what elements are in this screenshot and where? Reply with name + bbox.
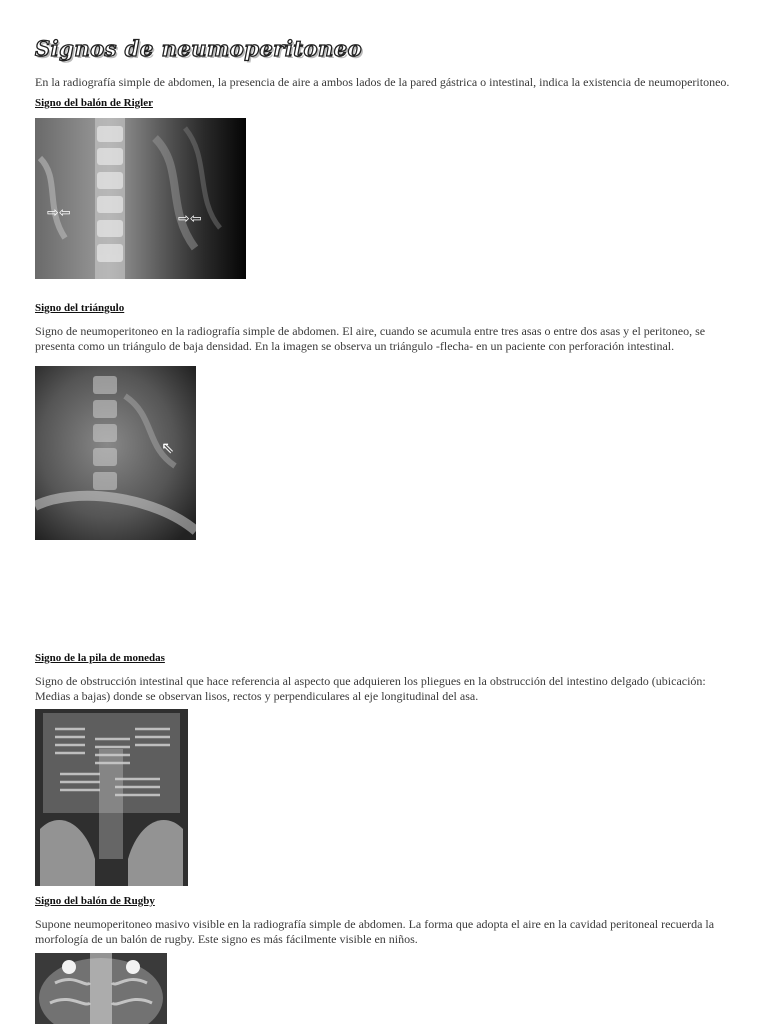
xray-triangle-image [35, 366, 196, 540]
page-title: Signos de neumoperitoneo [35, 36, 363, 61]
triangle-paragraph: Signo de neumoperitoneo en la radiografía simple de abdomen. El aire, cuando se acumula entre tres asas o entre dos asas y el peritoneo, se presenta como un triángulo de baja densidad. En la imagen se observa un triángulo -flecha- en un paciente con perforación intestinal. [35, 324, 706, 353]
coins-paragraph: Signo de obstrucción intestinal que hace referencia al aspecto que adquieren los pliegues en la obstrucción del intestino delgado (ubicación: Medias a bajas) donde se observan lisos, rectos y perpendiculares al eje longitudinal del asa. [35, 674, 706, 703]
heading-triangle: Signo del triángulo [35, 302, 125, 314]
xray-coins-image [35, 709, 188, 886]
intro-paragraph: En la radiografía simple de abdomen, la presencia de aire a ambos lados de la pared gástrica o intestinal, indica la existencia de neumoperitoneo. [35, 75, 730, 89]
rugby-paragraph: Supone neumoperitoneo masivo visible en la radiografía simple de abdomen. La forma que adopta el aire en la cavidad peritoneal recuerda la morfología de un balón de rugby. Este signo es más fácilmente visible en niños. [35, 917, 715, 946]
heading-coins: Signo de la pila de monedas [35, 652, 165, 664]
heading-rigler: Signo del balón de Rigler [35, 97, 153, 109]
xray-rugby-image [35, 953, 167, 1024]
double-arrow-icon: ⇨⇦ [178, 211, 202, 227]
xray-rigler-image [35, 118, 246, 279]
heading-rugby: Signo del balón de Rugby [35, 895, 155, 907]
double-arrow-icon: ⇨⇦ [47, 205, 71, 221]
arrow-icon: ⇖ [161, 438, 175, 457]
